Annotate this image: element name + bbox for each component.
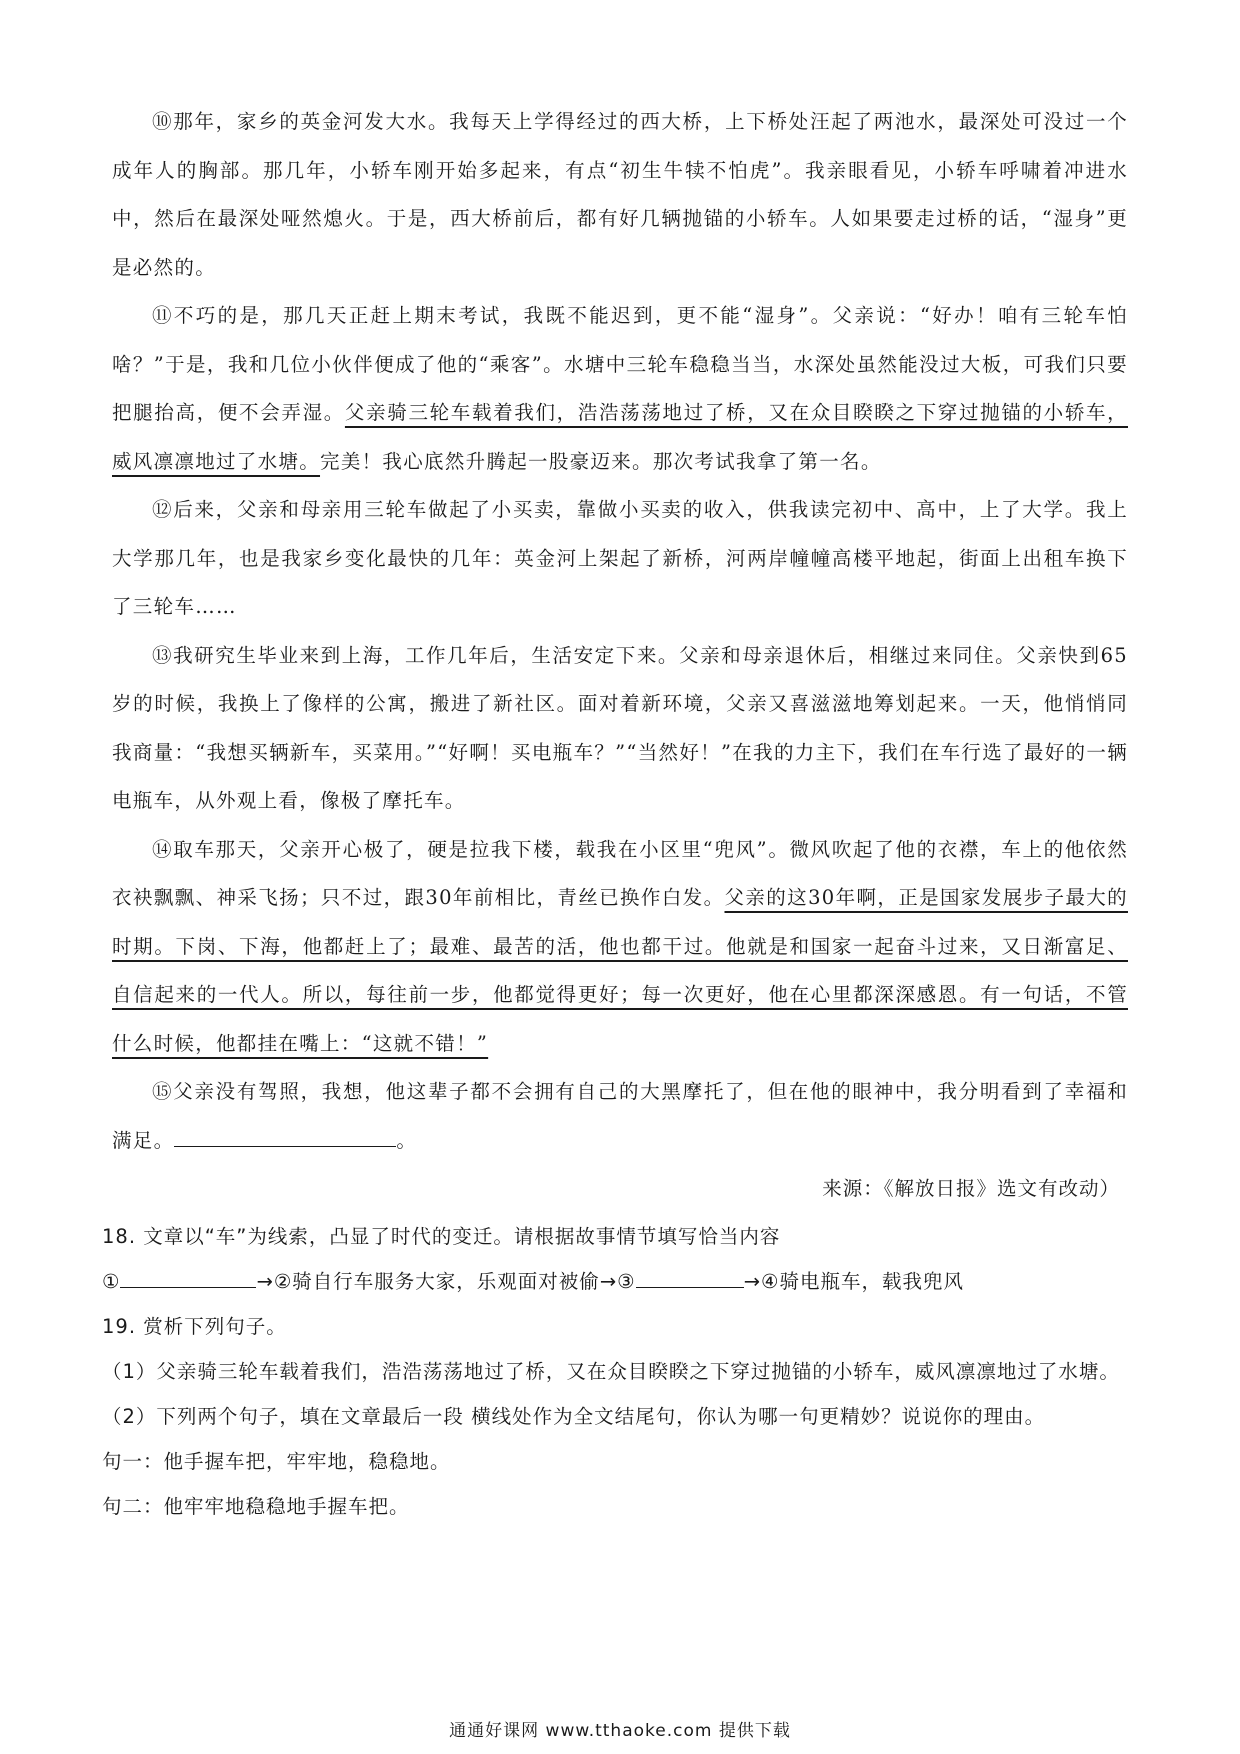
question-18-fill-line <box>102 1259 1128 1304</box>
paragraph-15-text: ⑮父亲没有驾照，我想，他这辈子都不会拥有自己的大黑摩托了，但在他的眼神中，我分明看到了幸福和满足。 <box>112 1080 1128 1152</box>
paragraph-11-underlined-sentence: 父亲骑三轮车载着我们，浩浩荡荡地过了桥，又在众目睽睽之下穿过抛锚的小轿车，威风凛凛地过了水塘。 <box>112 401 1128 473</box>
page-footer: 通通好课网 www.tthaoke.com 提供下载 <box>449 1721 791 1741</box>
q18-end-text: →④骑电瓶车，载我兜风 <box>743 1269 964 1293</box>
question-19: 19. 赏析下列句子。 <box>102 1314 287 1338</box>
question-18: 18. 文章以“车”为线索，凸显了时代的变迁。请根据故事情节填写恰当内容 <box>102 1224 781 1248</box>
paragraph-11-text-a: ⑪不巧的是，那几天正赶上期末考试，我既不能迟到，更不能“湿身”。父亲说：“好办！咱有三轮车怕啥？”于是，我和几位小伙伴便成了他的“乘客”。水塘中三轮车稳稳当当，水深处虽然能没过大板，可我们只要把腿抬高，便不会弄湿。 <box>112 304 1128 424</box>
q18-blank-3[interactable] <box>636 1265 744 1288</box>
q18-item-1-label: ① <box>102 1269 121 1293</box>
paragraph-14-text-a: ⑭取车那天，父亲开心极了，硬是拉我下楼，载我在小区里“兜风”。微风吹起了他的衣襟，车上的他依然衣袂飘飘、神采飞扬；只不过，跟30年前相比，青丝已换作白发。 <box>112 837 1128 909</box>
paragraph-15-end: 。 <box>396 1128 418 1152</box>
q18-blank-1[interactable] <box>120 1265 256 1288</box>
question-19-part-1: （1）父亲骑三轮车载着我们，浩浩荡荡地过了桥，又在众目睽睽之下穿过抛锚的小轿车，威风凛凛地过了水塘。 <box>102 1359 1120 1383</box>
question-19-part-2: （2）下列两个句子，填在文章最后一段 横线处作为全文结尾句，你认为哪一句更精妙？说说你的理由。 <box>102 1404 1046 1428</box>
q18-middle-text: →②骑自行车服务大家，乐观面对被偷→③ <box>256 1269 636 1293</box>
sentence-option-1: 句一：他手握车把，牢牢地，稳稳地。 <box>102 1449 451 1473</box>
paragraph-14 <box>112 826 1128 1069</box>
sentence-option-2: 句二：他牢牢地稳稳地手握车把。 <box>102 1494 410 1518</box>
paragraph-12: ⑫后来，父亲和母亲用三轮车做起了小买卖，靠做小买卖的收入，供我读完初中、高中，上了大学。我上大学那几年，也是我家乡变化最快的几年：英金河上架起了新桥，河两岸幢幢高楼平地起，街面上出租车换下了三轮车…… <box>112 498 1128 618</box>
paragraph-11-text-b: 完美！我心底然升腾起一股豪迈来。那次考试我拿了第一名。 <box>320 449 882 473</box>
paragraph-13: ⑬我研究生毕业来到上海，工作几年后，生活安定下来。父亲和母亲退休后，相继过来同住。父亲快到65岁的时候，我换上了像样的公寓，搬进了新社区。面对着新环境，父亲又喜滋滋地筹划起来。一天，他悄悄同我商量：“我想买辆新车，买菜用。”“好啊！买电瓶车？”“当然好！”在我的力主下，我们在车行选了最好的一辆电瓶车，从外观上看，像极了摩托车。 <box>112 643 1128 812</box>
article-source: 来源：《解放日报》选文有改动） <box>822 1177 1120 1200</box>
paragraph-15 <box>112 1068 1128 1165</box>
paragraph-10: ⑩那年，家乡的英金河发大水。我每天上学得经过的西大桥，上下桥处汪起了两池水，最深处可没过一个成年人的胸部。那几年，小轿车刚开始多起来，有点“初生牛犊不怕虎”。我亲眼看见，小轿车呼啸着冲进水中，然后在最深处哑然熄火。于是，西大桥前后，都有好几辆抛锚的小轿车。人如果要走过桥的话，“湿身”更是必然的。 <box>112 110 1128 279</box>
paragraph-11 <box>112 292 1128 486</box>
paragraph-14-underlined-passage: 父亲的这30年啊，正是国家发展步子最大的时期。下岗、下海，他都赶上了；最难、最苦的活，他也都干过。他就是和国家一起奋斗过来，又日渐富足、自信起来的一代人。所以，每往前一步，他都觉得更好；每一次更好，他在心里都深深感恩。有一句话，不管什么时候，他都挂在嘴上：“这就不错！” <box>112 886 1128 1055</box>
ending-sentence-blank[interactable] <box>174 1124 396 1147</box>
article-page <box>102 98 1128 1529</box>
